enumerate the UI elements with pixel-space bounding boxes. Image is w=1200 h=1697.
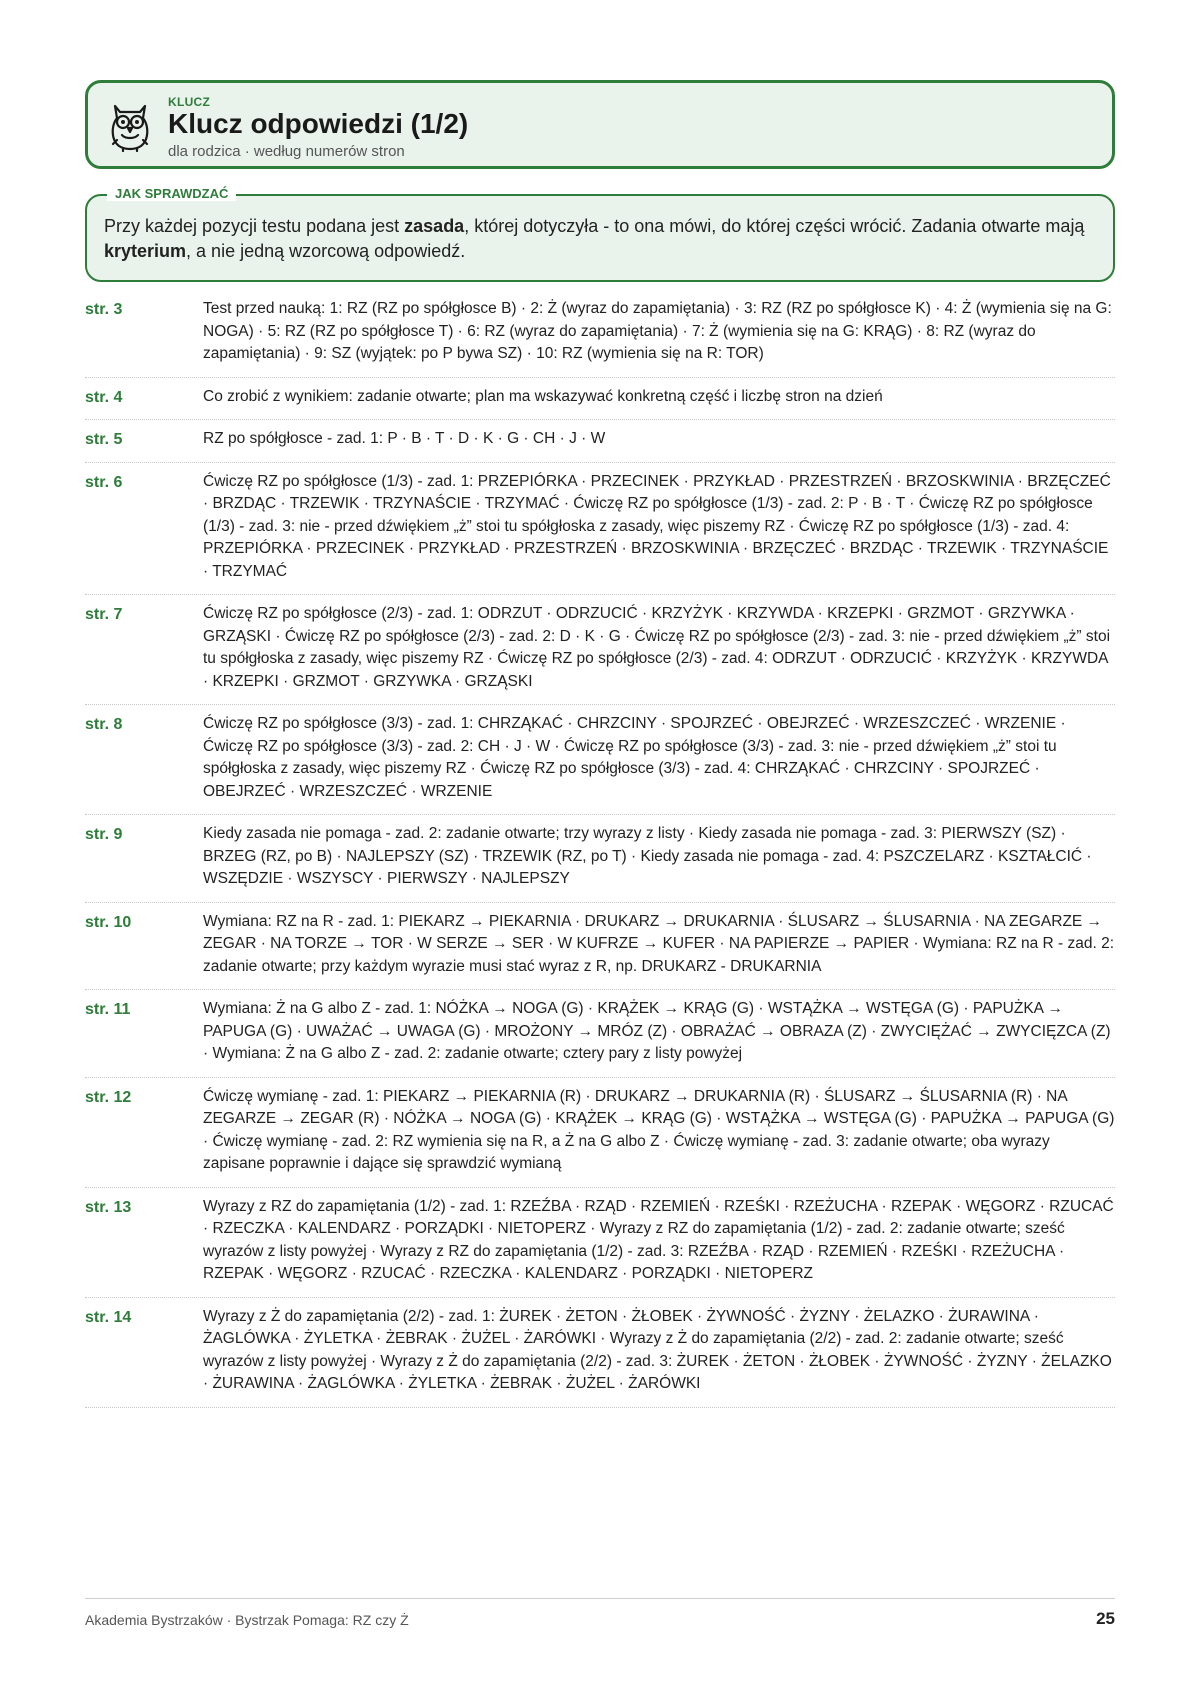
page-ref: str. 4 [85, 388, 123, 406]
answer-row [85, 903, 1115, 991]
answer-row [85, 1188, 1115, 1298]
answer-row [85, 705, 1115, 815]
page-ref: str. 8 [85, 716, 123, 733]
info-text-part: , a nie jedną wzorcową odpowiedź. [186, 241, 466, 261]
answer-text: Wymiana: RZ na R - zad. 1: PIEKARZ → PIEKARNIA · DRUKARZ → DRUKARNIA · ŚLUSARZ → ŚLUSARNIA · NA ZEGARZE → ZEGAR · NA TORZE → TOR · W SERZE → SER · W KUFRZE → KUFER · NA PAPIERZE → PAPIER · Wymiana: RZ na R - zad. 2: zadanie otwarte; przy każdym wyrazie musi stać wyraz z R, np. DRUKARZ - DRUKARNIA [203, 912, 1115, 975]
page-title: Klucz odpowiedzi (1/2) [168, 108, 469, 139]
page-ref: str. 9 [85, 826, 123, 843]
answer-text: Wyrazy z RZ do zapamiętania (1/2) - zad. 1: RZEŹBA · RZĄD · RZEMIEŃ · RZEŚKI · RZEŻUCHA · RZEPAK · WĘGORZ · RZUCAĆ · RZECZKA · KALENDARZ · PORZĄDKI · NIETOPERZ · Wyrazy z RZ do zapamiętania (1/2) - zad. 2: zadanie otwarte; sześć wyrazów z listy powyżej · Wyrazy z RZ do zapamiętania (1/2) - zad. 3: RZEŹBA · RZĄD · RZEMIEŃ · RZEŚKI · RZEŻUCHA · RZEPAK · WĘGORZ · RZUCAĆ · RZECZKA · KALENDARZ · PORZĄDKI · NIETOPERZ [203, 1197, 1114, 1282]
page-ref: str. 3 [85, 301, 123, 318]
answer-row [85, 1298, 1115, 1408]
page-number: 25 [1096, 1609, 1115, 1628]
page-ref: str. 13 [85, 1198, 132, 1216]
footer-title: Akademia Bystrzaków · Bystrzak Pomaga: RZ czy Ż [85, 1612, 409, 1628]
footer-divider [85, 1598, 1115, 1599]
page-ref: str. 7 [85, 606, 123, 623]
answer-text: Wyrazy z Ż do zapamiętania (2/2) - zad. 1: ŻUREK · ŻETON · ŻŁOBEK · ŻYWNOŚĆ · ŻYZNY · ŻELAZKO · ŻURAWINA · ŻAGLÓWKA · ŻYLETKA · ŻEBRAK · ŻUŻEL · ŻARÓWKI · Wyrazy z Ż do zapamiętania (2/2) - zad. 2: zadanie otwarte; sześć wyrazów z listy powyżej · Wyrazy z Ż do zapamiętania (2/2) - zad. 3: ŻUREK · ŻETON · ŻŁOBEK · ŻYWNOŚĆ · ŻYZNY · ŻELAZKO · ŻURAWINA · ŻAGLÓWKA · ŻYLETKA · ŻEBRAK · ŻUŻEL · ŻARÓWKI [203, 1307, 1112, 1392]
info-bold-criterion: kryterium [104, 241, 187, 261]
header-kicker: KLUCZ [168, 95, 211, 109]
answer-row [85, 1078, 1115, 1188]
answer-text: Test przed nauką: 1: RZ (RZ po spółgłosce B) · 2: Ż (wyraz do zapamiętania) · 3: RZ (RZ po spółgłosce K) · 4: Ż (wymienia się na G: NOGA) · 5: RZ (RZ po spółgłosce T) · 6: RZ (wyraz do zapamiętania) · 7: Ż (wymienia się na G: KRĄG) · 8: RZ (wyraz do zapamiętania) · 9: SZ (wyjątek: po P bywa SZ) · 10: RZ (wymienia się na R: TOR) [203, 300, 1112, 362]
info-tag: JAK SPRAWDZAĆ [107, 186, 236, 201]
answer-row [85, 463, 1115, 596]
page-ref: str. 10 [85, 913, 132, 931]
page-subtitle: dla rodzica · według numerów stron [168, 143, 405, 160]
answer-text: Ćwiczę RZ po spółgłosce (3/3) - zad. 1: CHRZĄKAĆ · CHRZCINY · SPOJRZEĆ · OBEJRZEĆ · WRZESZCZEĆ · WRZENIE · Ćwiczę RZ po spółgłosce (3/3) - zad. 2: CH · J · W · Ćwiczę RZ po spółgłosce (3/3) - zad. 3: nie - przed dźwiękiem „ż” stoi tu spółgłoska z zasady, więc piszemy RZ · Ćwiczę RZ po spółgłosce (3/3) - zad. 4: CHRZĄKAĆ · CHRZCINY · SPOJRZEĆ · OBEJRZEĆ · WRZESZCZEĆ · WRZENIE [203, 715, 1066, 800]
answer-row [85, 420, 1115, 463]
answer-text: Wymiana: Ż na G albo Z - zad. 1: NÓŻKA → NOGA (G) · KRĄŻEK → KRĄG (G) · WSTĄŻKA → WSTĘGA (G) · PAPUŻKA → PAPUGA (G) · UWAŻAĆ → UWAGA (G) · MROŻONY → MRÓZ (Z) · OBRAŻAĆ → OBRAZA (Z) · ZWYCIĘŻAĆ → ZWYCIĘZCA (Z) · Wymiana: Ż na G albo Z - zad. 2: zadanie otwarte; cztery pary z listy powyżej [203, 1000, 1111, 1062]
answer-row [85, 990, 1115, 1078]
header-card [85, 80, 1115, 169]
page-ref: str. 11 [85, 1001, 131, 1018]
info-text [104, 214, 1095, 264]
answer-row [85, 595, 1115, 705]
answer-row [85, 815, 1115, 903]
info-text-part: , której dotyczyła - to ona mówi, do której części wrócić. Zadania otwarte mają [464, 216, 1085, 236]
answer-text: Co zrobić z wynikiem: zadanie otwarte; plan ma wskazywać konkretną część i liczbę stron na dzień [203, 387, 883, 405]
answer-row [85, 378, 1115, 421]
answer-text: Kiedy zasada nie pomaga - zad. 2: zadanie otwarte; trzy wyrazy z listy · Kiedy zasada nie pomaga - zad. 3: PIERWSZY (SZ) · BRZEG (RZ, po B) · NAJLEPSZY (SZ) · TRZEWIK (RZ, po T) · Kiedy zasada nie pomaga - zad. 4: PSZCZELARZ · KSZTAŁCIĆ · WSZĘDZIE · WSZYSCY · PIERWSZY · NAJLEPSZY [203, 825, 1092, 887]
info-bold-rule: zasada [404, 216, 465, 236]
answer-text: RZ po spółgłosce - zad. 1: P · B · T · D · K · G · CH · J · W [203, 430, 606, 447]
page-ref: str. 14 [85, 1308, 132, 1326]
answer-text: Ćwiczę wymianę - zad. 1: PIEKARZ → PIEKARNIA (R) · DRUKARZ → DRUKARNIA (R) · ŚLUSARZ → ŚLUSARNIA (R) · NA ZEGARZE → ZEGAR (R) · NÓŻKA → NOGA (G) · KRĄŻEK → KRĄG (G) · WSTĄŻKA → WSTĘGA (G) · PAPUŻKA → PAPUGA (G) · Ćwiczę wymianę - zad. 2: RZ wymienia się na R, a Ż na G albo Z · Ćwiczę wymianę - zad. 3: zadanie otwarte; oba wyrazy zapisane poprawnie i dające się sprawdzić wymianą [203, 1087, 1115, 1172]
how-to-check-box [85, 186, 1115, 282]
page-ref: str. 5 [85, 431, 123, 448]
page-ref: str. 6 [85, 473, 123, 491]
owl-icon [105, 98, 155, 152]
info-text-part: Przy każdej pozycji testu podana jest [104, 216, 405, 236]
answer-text: Ćwiczę RZ po spółgłosce (2/3) - zad. 1: ODRZUT · ODRZUCIĆ · KRZYŻYK · KRZYWDA · KRZEPKI · GRZMOT · GRZYWKA · GRZĄSKI · Ćwiczę RZ po spółgłosce (2/3) - zad. 2: D · K · G · Ćwiczę RZ po spółgłosce (2/3) - zad. 3: nie - przed dźwiękiem „ż” stoi tu spółgłoska z zasady, więc piszemy RZ · Ćwiczę RZ po spółgłosce (2/3) - zad. 4: ODRZUT · ODRZUCIĆ · KRZYŻYK · KRZYWDA · KRZEPKI · GRZMOT · GRZYWKA · GRZĄSKI [203, 605, 1111, 690]
answer-text: Ćwiczę RZ po spółgłosce (1/3) - zad. 1: PRZEPIÓRKA · PRZECINEK · PRZYKŁAD · PRZESTRZEŃ · BRZOSKWINIA · BRZĘCZEĆ · BRZDĄC · TRZEWIK · TRZYNAŚCIE · TRZYMAĆ · Ćwiczę RZ po spółgłosce (1/3) - zad. 2: P · B · T · Ćwiczę RZ po spółgłosce (1/3) - zad. 3: nie - przed dźwiękiem „ż” stoi tu spółgłoska z zasady, więc piszemy RZ · Ćwiczę RZ po spółgłosce (1/3) - zad. 4: PRZEPIÓRKA · PRZECINEK · PRZYKŁAD · PRZESTRZEŃ · BRZOSKWINIA · BRZĘCZEĆ · BRZDĄC · TRZEWIK · TRZYNAŚCIE · TRZYMAĆ [203, 472, 1111, 580]
answer-row [85, 290, 1115, 378]
answer-list [85, 290, 1115, 1408]
page-ref: str. 12 [85, 1088, 132, 1106]
